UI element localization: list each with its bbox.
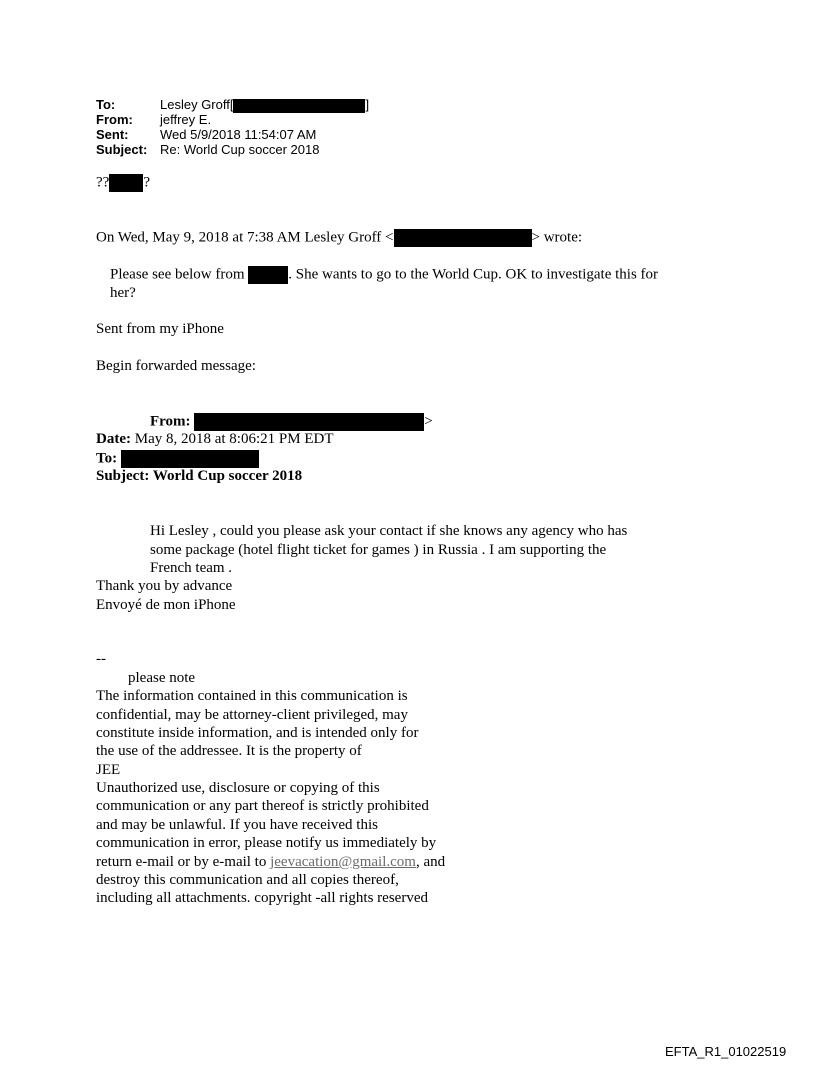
disclaimer-line: destroy this communication and all copies thereof, [96, 872, 399, 888]
disclaimer-line: JEE [96, 762, 121, 778]
quoted-line-1 [110, 266, 658, 284]
signature-dashes: -- [96, 651, 106, 667]
disclaimer-line: communication in error, please notify us immediately by [96, 835, 437, 851]
quote-intro-wrote: > wrote: [531, 229, 583, 246]
email-link[interactable]: jeevacation@gmail.com [270, 854, 416, 870]
subject-label: Subject: [96, 142, 148, 157]
disclaimer-line: communication or any part thereof is strictly prohibited [96, 798, 429, 814]
to-recipient: Lesley Groff[ [160, 97, 234, 112]
redaction-block [248, 266, 288, 284]
message-line-5: Envoyé de mon iPhone [96, 597, 236, 613]
disclaimer-line: constitute inside information, and is intended only for [96, 725, 419, 741]
redaction-block [109, 174, 143, 192]
disclaimer-line: the use of the addressee. It is the property of [96, 743, 362, 759]
to-value [160, 97, 369, 113]
fwd-date-label: Date: [96, 431, 131, 447]
message-line-4: Thank you by advance [96, 578, 233, 594]
quote-intro [96, 229, 582, 247]
fwd-subject [96, 468, 302, 485]
begin-forwarded: Begin forwarded message: [96, 358, 256, 374]
signature-please-note: please note [128, 670, 196, 686]
from-label: From: [96, 112, 133, 127]
fwd-subject-value: World Cup soccer 2018 [152, 468, 303, 484]
disclaimer-line: confidential, may be attorney-client privileged, may [96, 707, 408, 723]
disclaimer-return-line [96, 854, 445, 871]
disclaimer-line: Unauthorized use, disclosure or copying of this [96, 780, 380, 796]
disclaimer-text: , and [415, 854, 446, 870]
document-id: EFTA_R1_01022519 [665, 1044, 787, 1059]
disclaimer-text: return e-mail or by e-mail to [96, 854, 271, 870]
fwd-subject-label: Subject: [96, 468, 150, 484]
sent-from-iphone: Sent from my iPhone [96, 321, 224, 337]
reply-text [96, 174, 150, 192]
message-line-1: Hi Lesley , could you please ask your contact if she knows any agency who has [150, 523, 628, 539]
to-label: To: [96, 97, 116, 112]
subject-value: Re: World Cup soccer 2018 [160, 142, 320, 157]
disclaimer-line: The information contained in this communication is [96, 688, 408, 704]
reply-prefix: ?? [96, 174, 110, 191]
message-line-2: some package (hotel flight ticket for games ) in Russia . I am supporting the [150, 542, 607, 558]
redaction-block [394, 229, 532, 247]
quote-intro-text: On Wed, May 9, 2018 at 7:38 AM Lesley Groff < [96, 229, 394, 246]
sent-label: Sent: [96, 127, 129, 142]
disclaimer-line: including all attachments. copyright -all rights reserved [96, 890, 428, 906]
message-line-3: French team . [150, 560, 233, 576]
from-value: jeffrey E. [160, 112, 212, 127]
to-close-bracket: ] [365, 97, 370, 112]
quoted-text-cont: . She wants to go to the World Cup. OK to investigate this for [288, 266, 659, 283]
fwd-to [96, 450, 259, 468]
redaction-block [194, 413, 424, 431]
quoted-text: Please see below from [110, 266, 245, 283]
fwd-from-label: From: [150, 413, 191, 430]
quoted-line-2: her? [110, 285, 136, 301]
redaction-block [121, 450, 259, 468]
reply-suffix: ? [143, 174, 150, 191]
disclaimer-line: and may be unlawful. If you have received this [96, 817, 378, 833]
fwd-from-bracket: > [424, 413, 433, 430]
sent-value: Wed 5/9/2018 11:54:07 AM [160, 127, 317, 142]
fwd-to-label: To: [96, 450, 118, 467]
fwd-from [150, 413, 433, 431]
fwd-date [96, 431, 333, 448]
redaction-block [233, 99, 365, 113]
fwd-date-value: May 8, 2018 at 8:06:21 PM EDT [134, 431, 334, 447]
